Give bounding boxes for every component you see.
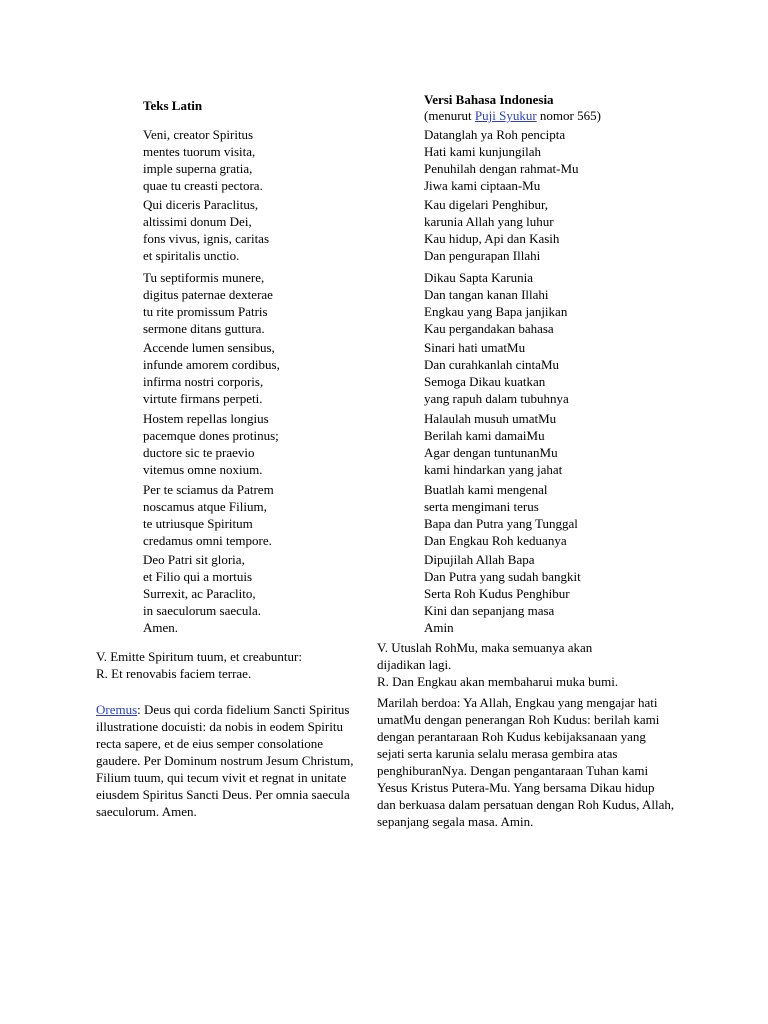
latin-stanza [143,481,274,549]
indonesia-versicle-line: V. Utuslah RohMu, maka semuanya akan [377,640,593,655]
oremus-text: : Deus qui corda fidelium Sancti Spiritus illustratione docuisti: da nobis in eodem Spiritu recta sapere, et de eius semper consolatione gaudere. Per Dominum nostrum Jesum Christum, Filium tuum, qui tecum vivit et regnat in unitate eiusdem Spiritus Sancti Deus. Per omnia saecula saeculorum. Amen. [96,702,354,819]
latin-stanza-line: quae tu creasti pectora. [143,178,263,193]
indonesia-versicle [377,639,618,690]
indonesia-stanza-line: Dan Putra yang sudah bangkit [424,569,581,584]
latin-oremus-paragraph [96,701,370,820]
indonesia-stanza [424,339,569,407]
latin-stanza-line: Amen. [143,620,179,635]
latin-stanza-line: mentes tuorum visita, [143,144,256,159]
latin-stanza-line: Hostem repellas longius [143,411,269,426]
indonesia-heading: Versi Bahasa Indonesia [424,92,554,107]
indonesia-stanza-line: Bapa dan Putra yang Tunggal [424,516,578,531]
latin-stanza-line: Accende lumen sensibus, [143,340,275,355]
indonesia-stanza-line: karunia Allah yang luhur [424,214,554,229]
latin-stanza-line: altissimi donum Dei, [143,214,252,229]
source-prefix: (menurut [424,108,475,123]
indonesia-stanza-line: Dipujilah Allah Bapa [424,552,535,567]
latin-stanza-line: fons vivus, ignis, caritas [143,231,270,246]
latin-versicle-line: V. Emitte Spiritum tuum, et creabuntur: [96,649,302,664]
indonesia-stanza-line: Halaulah musuh umatMu [424,411,557,426]
source-suffix: nomor 565) [536,108,601,123]
indonesia-stanza-line: Serta Roh Kudus Penghibur [424,586,570,601]
latin-stanza-line: credamus omni tempore. [143,533,272,548]
latin-stanza-line: tu rite promissum Patris [143,304,268,319]
latin-stanza-line: infirma nostri corporis, [143,374,264,389]
latin-stanza-line: Qui diceris Paraclitus, [143,197,259,212]
indonesia-stanza-line: Agar dengan tuntunanMu [424,445,558,460]
indonesia-stanza [424,126,579,194]
latin-stanza-line: imple superna gratia, [143,161,253,176]
indonesia-stanza-line: Dan pengurapan Illahi [424,248,541,263]
latin-stanza-line: et Filio qui a mortuis [143,569,253,584]
indonesia-stanza-line: Dan Engkau Roh keduanya [424,533,567,548]
indonesia-stanza-line: Datanglah ya Roh pencipta [424,127,566,142]
indonesia-stanza-line: Sinari hati umatMu [424,340,526,355]
indonesia-stanza-line: Dan tangan kanan Illahi [424,287,549,302]
latin-stanza-line: Deo Patri sit gloria, [143,552,245,567]
indonesia-stanza-line: Semoga Dikau kuatkan [424,374,546,389]
latin-stanza-line: digitus paternae dexterae [143,287,273,302]
indonesia-source [424,107,601,124]
indonesia-stanza-line: Kau digelari Penghibur, [424,197,549,212]
latin-stanza-line: virtute firmans perpeti. [143,391,263,406]
indonesia-stanza-line: Jiwa kami ciptaan-Mu [424,178,541,193]
indonesia-stanza-line: Dan curahkanlah cintaMu [424,357,560,372]
latin-stanza-line: noscamus atque Filium, [143,499,267,514]
latin-stanza [143,196,269,264]
latin-versicle [96,648,302,682]
indonesia-stanza-line: Kini dan sepanjang masa [424,603,555,618]
latin-stanza-line: Surrexit, ac Paraclito, [143,586,256,601]
indonesia-stanza-line: Engkau yang Bapa janjikan [424,304,568,319]
latin-stanza-line: infunde amorem cordibus, [143,357,280,372]
indonesia-prayer: Marilah berdoa: Ya Allah, Engkau yang mengajar hati umatMu dengan penerangan Roh Kudus: berilah kami dengan perantaraan Roh Kudus kebijaksanaan yang sejati serta karunia selalu merasa gembira atas penghiburanNya. Dengan pengantaraan Tuhan kami Yesus Kristus Putera-Mu. Yang bersama Dikau hidup dan berkuasa dalam persatuan dengan Roh Kudus, Allah, sepanjang segala masa. Amin. [377,695,675,829]
indonesia-stanza [424,410,562,478]
latin-response-line: R. Et renovabis faciem terrae. [96,666,252,681]
latin-stanza [143,269,273,337]
indonesia-stanza-line: Hati kami kunjungilah [424,144,541,159]
indonesia-response-line: R. Dan Engkau akan membaharui muka bumi. [377,674,619,689]
latin-stanza [143,126,263,194]
indonesia-stanza [424,481,578,549]
indonesia-stanza-line: yang rapuh dalam tubuhnya [424,391,569,406]
indonesia-stanza-line: serta mengimani terus [424,499,539,514]
latin-stanza-line: Veni, creator Spiritus [143,127,254,142]
latin-stanza [143,410,279,478]
indonesia-stanza-line: Kau pergandakan bahasa [424,321,554,336]
indonesia-versicle-cont: dijadikan lagi. [377,657,452,672]
latin-stanza-line: in saeculorum saecula. [143,603,262,618]
indonesia-stanza-line: kami hindarkan yang jahat [424,462,563,477]
indonesia-stanza [424,551,581,636]
latin-stanza-line: vitemus omne noxium. [143,462,263,477]
oremus-link[interactable]: Oremus [96,702,138,717]
indonesia-stanza-line: Amin [424,620,454,635]
latin-stanza [143,551,261,636]
indonesia-stanza-line: Buatlah kami mengenal [424,482,548,497]
indonesia-stanza-line: Berilah kami damaiMu [424,428,545,443]
latin-stanza-line: Tu septiformis munere, [143,270,265,285]
indonesia-stanza-line: Dikau Sapta Karunia [424,270,534,285]
latin-stanza-line: ductore sic te praevio [143,445,255,460]
latin-stanza-line: pacemque dones protinus; [143,428,279,443]
indonesia-stanza [424,269,567,337]
latin-stanza-line: Per te sciamus da Patrem [143,482,274,497]
latin-stanza-line: sermone ditans guttura. [143,321,265,336]
indonesia-stanza [424,196,559,264]
latin-stanza-line: et spiritalis unctio. [143,248,240,263]
latin-stanza-line: te utriusque Spiritum [143,516,253,531]
indonesia-stanza-line: Penuhilah dengan rahmat-Mu [424,161,579,176]
indonesia-stanza-line: Kau hidup, Api dan Kasih [424,231,560,246]
puji-syukur-link[interactable]: Puji Syukur [474,108,537,123]
latin-heading: Teks Latin [143,98,203,113]
latin-stanza [143,339,280,407]
